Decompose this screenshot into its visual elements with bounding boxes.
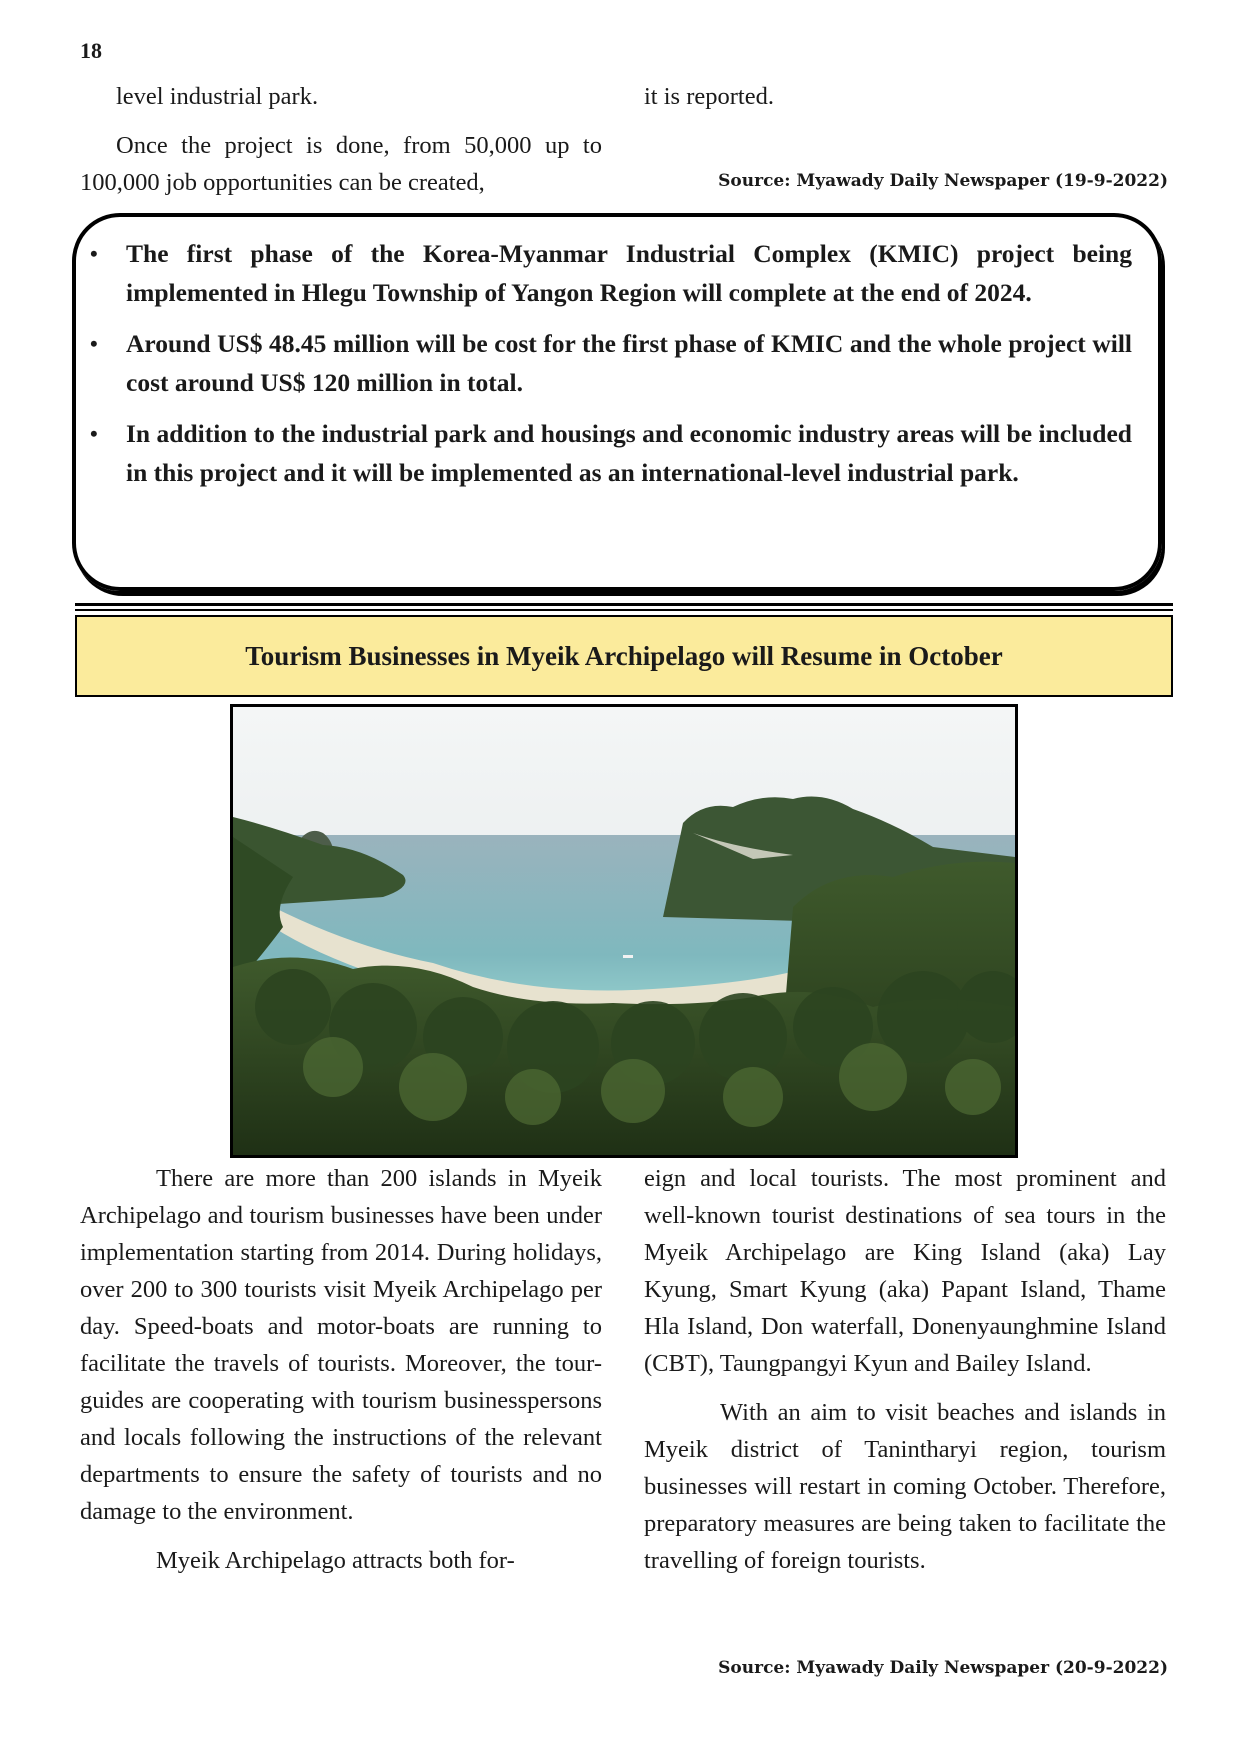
highlight-text: The first phase of the Korea-Myanmar Industrial Complex (KMIC) project being implemented in Hlegu Township of Yangon Region will complete at the end of 2024. [126,239,1132,307]
bullet-icon: • [90,331,98,356]
highlight-item [90,414,1132,492]
prev-article-right-column [644,78,1166,115]
prev-article-line: it is reported. [644,83,774,110]
prev-article-source: Source: Myawady Daily Newspaper (19-9-2022) [718,171,1168,191]
bullet-icon: • [90,241,98,266]
divider [75,603,1173,606]
highlight-text: In addition to the industrial park and housings and economic industry areas will be included in this project and it will be implemented as an international-level industrial park. [126,419,1132,487]
divider [75,609,1173,611]
headline-text: Tourism Businesses in Myeik Archipelago will Resume in October [245,640,1003,671]
highlights-list [76,217,1158,492]
bullet-icon: • [90,421,98,446]
article-source: Source: Myawady Daily Newspaper (20-9-2022) [718,1658,1168,1678]
article-paragraph: There are more than 200 islands in Myeik Archipelago and tourism businesses have been under implementation starting from 2014. During holidays, over 200 to 300 tourists visit Myeik Archipelago per day. Speed-boats and motor-boats are running to facilitate the travels of tourists. Moreover, the tour-guides are cooperating with tourism businesspersons and locals following the instructions of the relevant departments to ensure the safety of tourists and no damage to the environment. [80,1165,602,1525]
article-paragraph: eign and local tourists. The most prominent and well-known tourist destinations of sea tours in the Myeik Archipelago are King Island (aka) Lay Kyung, Smart Kyung (aka) Papant Island, Thame Hla Island, Don waterfall, Donenyaunghmine Island (CBT), Taungpangyi Kyun and Bailey Island. [644,1165,1166,1377]
article-left-column [80,1160,602,1579]
article-headline [75,615,1173,697]
highlight-text: Around US$ 48.45 million will be cost for the first phase of KMIC and the whole project will cost around US$ 120 million in total. [126,329,1132,397]
article-paragraph: With an aim to visit beaches and islands in Myeik district of Tanintharyi region, tourism businesses will restart in coming October. Therefore, preparatory measures are being taken to facilitate the travelling of foreign tourists. [644,1399,1166,1574]
page-number: 18 [80,38,102,63]
prev-article-paragraph: Once the project is done, from 50,000 up to 100,000 job opportunities can be created, [80,132,602,196]
bay-landscape-photo [230,704,1018,1158]
article-right-column [644,1160,1166,1579]
highlight-item [90,324,1132,402]
prev-article-line: level industrial park. [116,83,319,110]
highlight-item [90,234,1132,312]
article-paragraph: Myeik Archipelago attracts both for- [156,1547,515,1574]
highlights-box [72,213,1162,591]
prev-article-left-column [80,78,602,201]
